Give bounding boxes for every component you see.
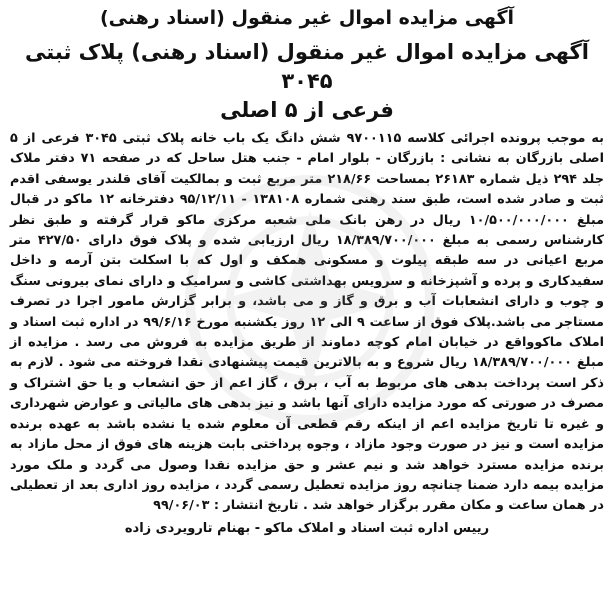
- signature-line: رییس اداره ثبت اسناد و املاک ماکو - بهنام تارویردی زاده: [124, 520, 490, 536]
- main-title-line-2: فرعی از ۵ اصلی: [220, 98, 394, 122]
- header-title: آگهی مزایده اموال غیر منقول (اسناد رهنی): [99, 7, 515, 29]
- main-title-line-1: آگهی مزایده اموال غیر منقول (اسناد رهنی) پلاک ثبتی ۳۰۴۵: [25, 40, 589, 93]
- notice-body: به موجب پرونده اجرائی کلاسه ۹۷۰۰۱۱۵ شش دانگ یک باب خانه پلاک ثبتی ۳۰۴۵ فرعی از ۵ اصلی بازرگان به نشانی : بازرگان - بلوار امام - جنب هتل ساحل که در صفحه ۷۱ دفتر ملاک جلد ۲۹۴ ذیل شماره ۲۶۱۸۳ بمساحت ۲۱۸/۶۶ متر مربع ثبت و بمالکیت آقای قلندر یوسفی اقدم ثبت و صادر شده است، طبق سند رهنی شماره ۱۳۸۱۰۸ - ۹۵/۱۲/۱۱ دفترخانه ۱۲ ماکو در قبال مبلغ ۱۰/۵۰۰/۰۰۰/۰۰۰ ریال در رهن بانک ملی شعبه مرکزی ماکو قرار گرفته و طبق نظر کارشناس رسمی به مبلغ ۱۸/۳۸۹/۷۰۰/۰۰۰ ریال ارزیابی شده و پلاک فوق دارای ۴۲۷/۵۰ متر مربع اعیانی در سه طبقه پیلوت و مسکونی همکف و اول که با اسکلت بتن آرمه و داخل سفیدکاری و پرده و آشپزخانه و سرویس بهداشتی کاشی و سرامیک و دارای نمای بیرونی سنگ و چوب و دارای انشعابات آب و برق و گاز و می باشد، و برابر گزارش مامور اجرا در تصرف مستاجر می باشد.پلاک فوق از ساعت ۹ الی ۱۲ روز یکشنبه مورخ ۹۹/۶/۱۶ در اداره ثبت اسناد و املاک ماکوواقع در خیابان امام کوچه دماوند از طریق مزایده به فروش می رسد . مزایده از مبلغ ۱۸/۳۸۹/۷۰۰/۰۰۰ ریال شروع و به بالاترین قیمت پیشنهادی نقدا فروخته می شود . لازم به ذکر است پرداخت بدهی های مربوط به آب ، برق ، گاز اعم از حق انشعاب و یا حق اشتراک و مصرف در صورتی که مورد مزایده دارای آنها باشد و نیز بدهی های مالیاتی و عوارض شهرداری و غیره تا تاریخ مزایده اعم از اینکه رقم قطعی آن معلوم شده یا نشده باشد به عهده برنده مزایده است و نیز در صورت وجود مازاد ، وجوه پرداختی بابت هزینه های فوق از محل مازاد به برنده مزایده مسترد خواهد شد و نیم عشر و حق مزایده نقدا وصول می گردد و ملک مورد مزایده بیمه دارد ضمنا چنانچه روز مزایده تعطیل رسمی گردد ، مزایده روز اداری بعد از تعطیلی در همان ساعت و مکان مقرر برگزار خواهد شد . تاریخ انتشار : ۹۹/۰۶/۰۳: [10, 131, 604, 514]
- main-title: [10, 38, 604, 125]
